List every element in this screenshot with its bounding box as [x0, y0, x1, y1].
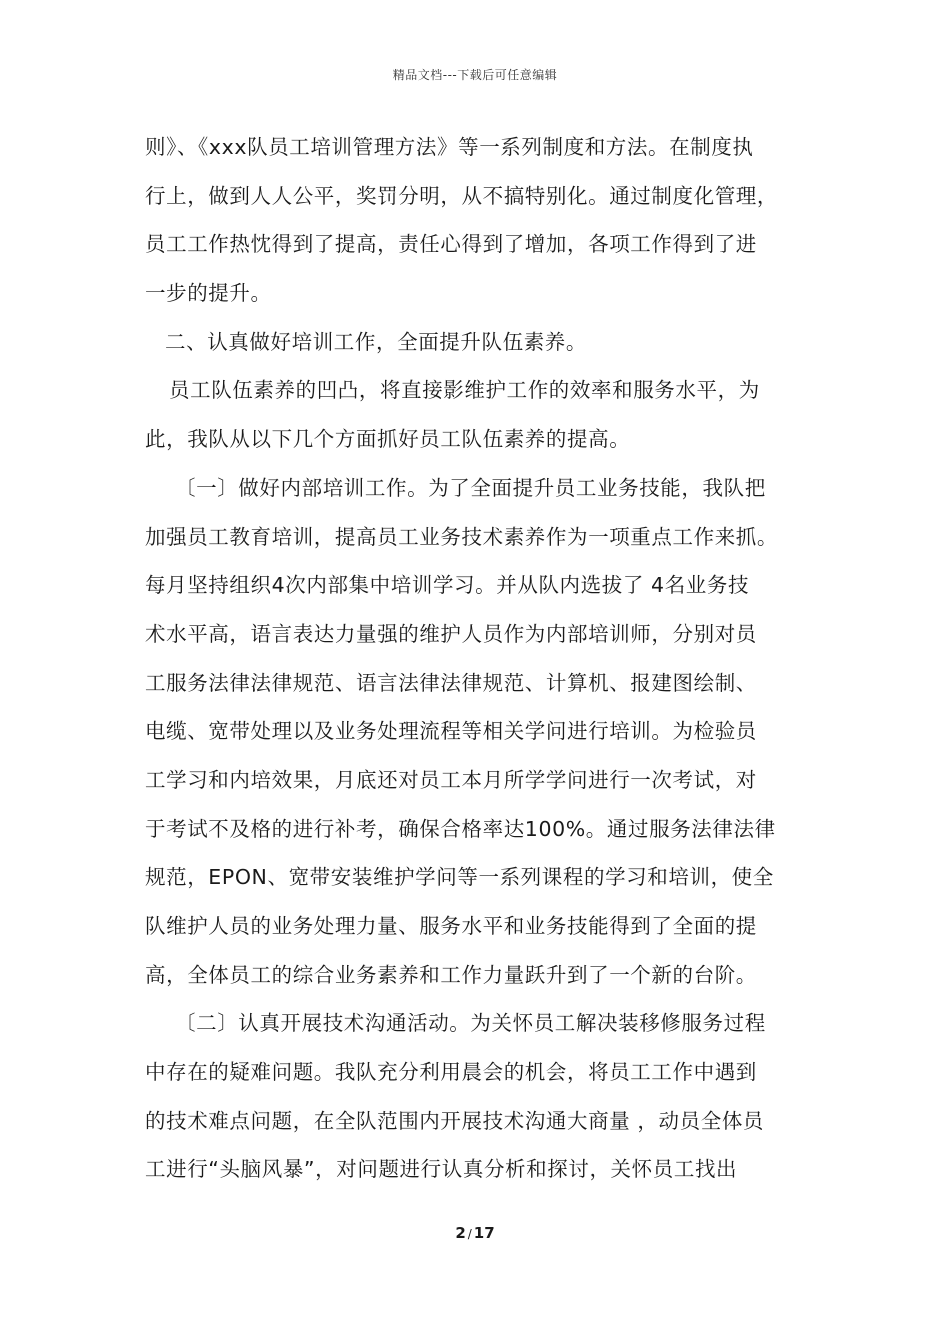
text-line: 员工队伍素养的凹凸，将直接影维护工作的效率和服务水平，为 — [169, 378, 760, 403]
text-line: 工学习和内培效果，月底还对员工本月所学学问进行一次考试，对 — [145, 767, 757, 792]
document-body — [145, 127, 815, 1198]
text-line: 的技术难点问题，在全队范围内开展技术沟通大商量 ，动员全体员 — [145, 1108, 765, 1133]
text-line: 此，我队从以下几个方面抓好员工队伍素养的提高。 — [145, 427, 631, 452]
text-line: 行上，做到人人公平，奖罚分明，从不搞特别化。通过制度化管理， — [145, 183, 778, 208]
text-line: 中存在的疑难问题。我队充分利用晨会的机会，将员工工作中遇到 — [145, 1060, 757, 1085]
current-page: 2 — [455, 1224, 466, 1242]
text-line: 一步的提升。 — [145, 281, 272, 306]
text-line: 工进行“头脑风暴”，对问题进行认真分析和探讨，关怀员工找出 — [145, 1157, 738, 1182]
text-line: 工服务法律法律规范、语言法律法律规范、计算机、报建图绘制、 — [145, 670, 757, 695]
text-line: 术水平高，语言表达力量强的维护人员作为内部培训师，分别对员 — [145, 621, 757, 646]
subsection-start: 〔一〕做好内部培训工作。为了全面提升员工业务技能，我队把 — [175, 475, 766, 500]
section-heading: 二、认真做好培训工作，全面提升队伍素养。 — [165, 329, 587, 354]
page-header: 精品文档---下载后可任意编辑 — [392, 68, 558, 82]
text-line: 每月坚持组织4次内部集中培训学习。并从队内选拔了 4名业务技 — [145, 573, 750, 598]
text-line: 规范，EPON、宽带安装维护学问等一系列课程的学习和培训，使全 — [145, 865, 774, 890]
subsection-start: 〔二〕认真开展技术沟通活动。为关怀员工解决装移修服务过程 — [175, 1011, 766, 1036]
text-line: 则》、《xxx队员工培训管理方法》等一系列制度和方法。在制度执 — [145, 135, 754, 159]
total-pages: 17 — [473, 1224, 495, 1242]
text-line: 队维护人员的业务处理力量、服务水平和业务技能得到了全面的提 — [145, 914, 757, 938]
text-line: 高，全体员工的综合业务素养和工作力量跃升到了一个新的台阶。 — [145, 962, 757, 987]
page-separator: / — [467, 1227, 472, 1241]
text-line: 电缆、宽带处理以及业务处理流程等相关学问进行培训。为检验员 — [145, 719, 757, 744]
text-line: 员工工作热忱得到了提高，责任心得到了增加，各项工作得到了进 — [145, 232, 757, 257]
text-line: 于考试不及格的进行补考，确保合格率达100%。通过服务法律法律 — [145, 816, 776, 841]
text-line: 加强员工教育培训，提高员工业务技术素养作为一项重点工作来抓。 — [145, 524, 778, 549]
page-number — [0, 1224, 950, 1242]
